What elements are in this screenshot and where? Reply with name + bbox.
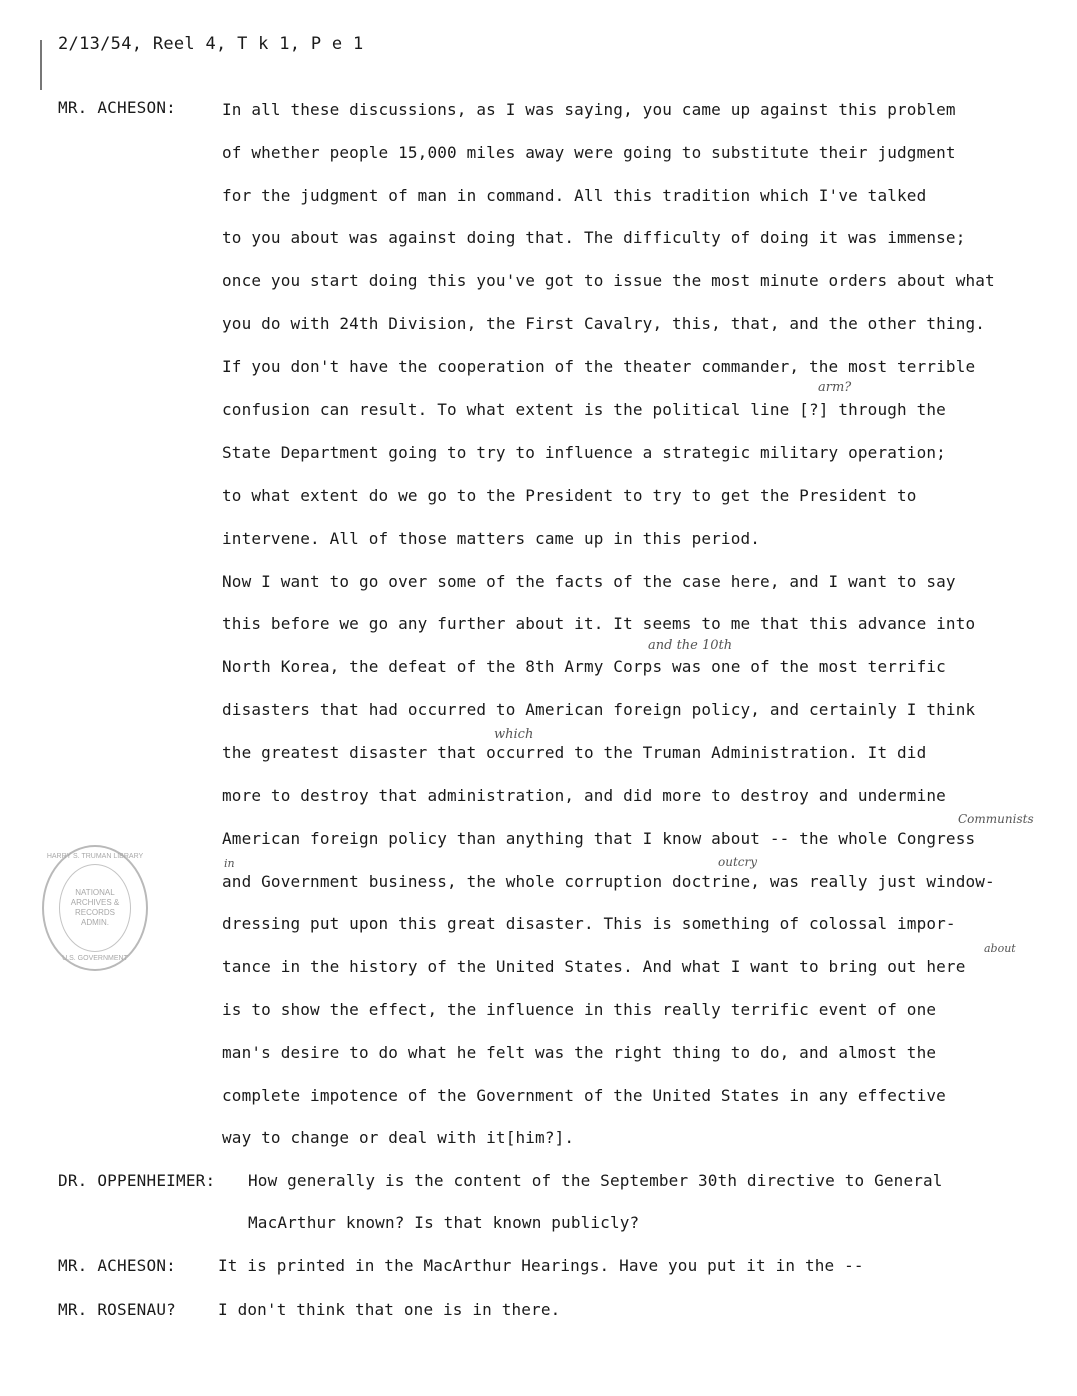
transcript-line: American foreign policy than anything that I know about -- the whole Congress	[222, 829, 976, 848]
transcript-line: confusion can result. To what extent is the political line [?] through the	[222, 400, 946, 419]
margin-mark	[40, 40, 46, 90]
transcript-line: intervene. All of those matters came up in this period.	[222, 529, 761, 548]
transcript-line: How generally is the content of the September 30th directive to General	[248, 1171, 943, 1190]
stamp-inner-ring	[59, 864, 131, 952]
transcript-line: In all these discussions, as I was saying, you came up against this problem	[222, 100, 956, 119]
transcript-line: to what extent do we go to the President to try to get the President to	[222, 486, 917, 505]
handwritten-annotation: which	[494, 727, 534, 742]
transcript-line: for the judgment of man in command. All this tradition which I've talked	[222, 186, 927, 205]
handwritten-annotation: and the 10th	[648, 638, 733, 653]
transcript-line: disasters that had occurred to American foreign policy, and certainly I think	[222, 700, 976, 719]
transcript-line: the greatest disaster that occurred to the Truman Administration. It did	[222, 743, 927, 762]
transcript-line: I don't think that one is in there.	[218, 1300, 561, 1319]
speaker-label: DR. OPPENHEIMER:	[58, 1171, 216, 1190]
transcript-line: If you don't have the cooperation of the theater commander, the most terrible	[222, 357, 976, 376]
handwritten-annotation: outcry	[718, 855, 758, 869]
transcript-line: State Department going to try to influence a strategic military operation;	[222, 443, 946, 462]
transcript-line: tance in the history of the United States. And what I want to bring out here	[222, 957, 966, 976]
transcript-line: you do with 24th Division, the First Cavalry, this, that, and the other thing.	[222, 314, 986, 333]
page-header: 2/13/54, Reel 4, T k 1, P e 1	[58, 34, 364, 54]
transcript-line: this before we go any further about it. It seems to me that this advance into	[222, 614, 976, 633]
transcript-line: once you start doing this you've got to issue the most minute orders about what	[222, 271, 995, 290]
archive-stamp	[42, 845, 148, 971]
speaker-label: MR. ROSENAU?	[58, 1300, 176, 1319]
transcript-line: more to destroy that administration, and did more to destroy and undermine	[222, 786, 946, 805]
transcript-line: MacArthur known? Is that known publicly?	[248, 1213, 640, 1232]
transcript-line: to you about was against doing that. The difficulty of doing it was immense;	[222, 228, 966, 247]
stamp-inner-text: NATIONAL ARCHIVES & RECORDS ADMIN.	[70, 888, 120, 927]
transcript-line: North Korea, the defeat of the 8th Army Corps was one of the most terrific	[222, 657, 946, 676]
transcript-line: It is printed in the MacArthur Hearings. Have you put it in the --	[218, 1256, 864, 1275]
handwritten-annotation: in	[224, 857, 235, 870]
stamp-bottom-text: U.S. GOVERNMENT	[62, 955, 128, 962]
transcript-line: man's desire to do what he felt was the right thing to do, and almost the	[222, 1043, 937, 1062]
handwritten-annotation: about	[984, 942, 1016, 955]
speaker-label: MR. ACHESON:	[58, 98, 176, 117]
transcript-line: dressing put upon this great disaster. This is something of colossal impor-	[222, 914, 956, 933]
stamp-outer-text: HARRY S. TRUMAN LIBRARY	[46, 853, 144, 860]
handwritten-annotation: Communists	[958, 812, 1034, 826]
transcript-line: and Government business, the whole corruption doctrine, was really just window-	[222, 872, 995, 891]
transcript-line: is to show the effect, the influence in this really terrific event of one	[222, 1000, 937, 1019]
transcript-line: Now I want to go over some of the facts of the case here, and I want to say	[222, 572, 956, 591]
transcript-line: way to change or deal with it[him?].	[222, 1128, 575, 1147]
transcript-line: of whether people 15,000 miles away were going to substitute their judgment	[222, 143, 956, 162]
speaker-label: MR. ACHESON:	[58, 1256, 176, 1275]
transcript-line: complete impotence of the Government of the United States in any effective	[222, 1086, 946, 1105]
handwritten-annotation: arm?	[818, 380, 852, 395]
